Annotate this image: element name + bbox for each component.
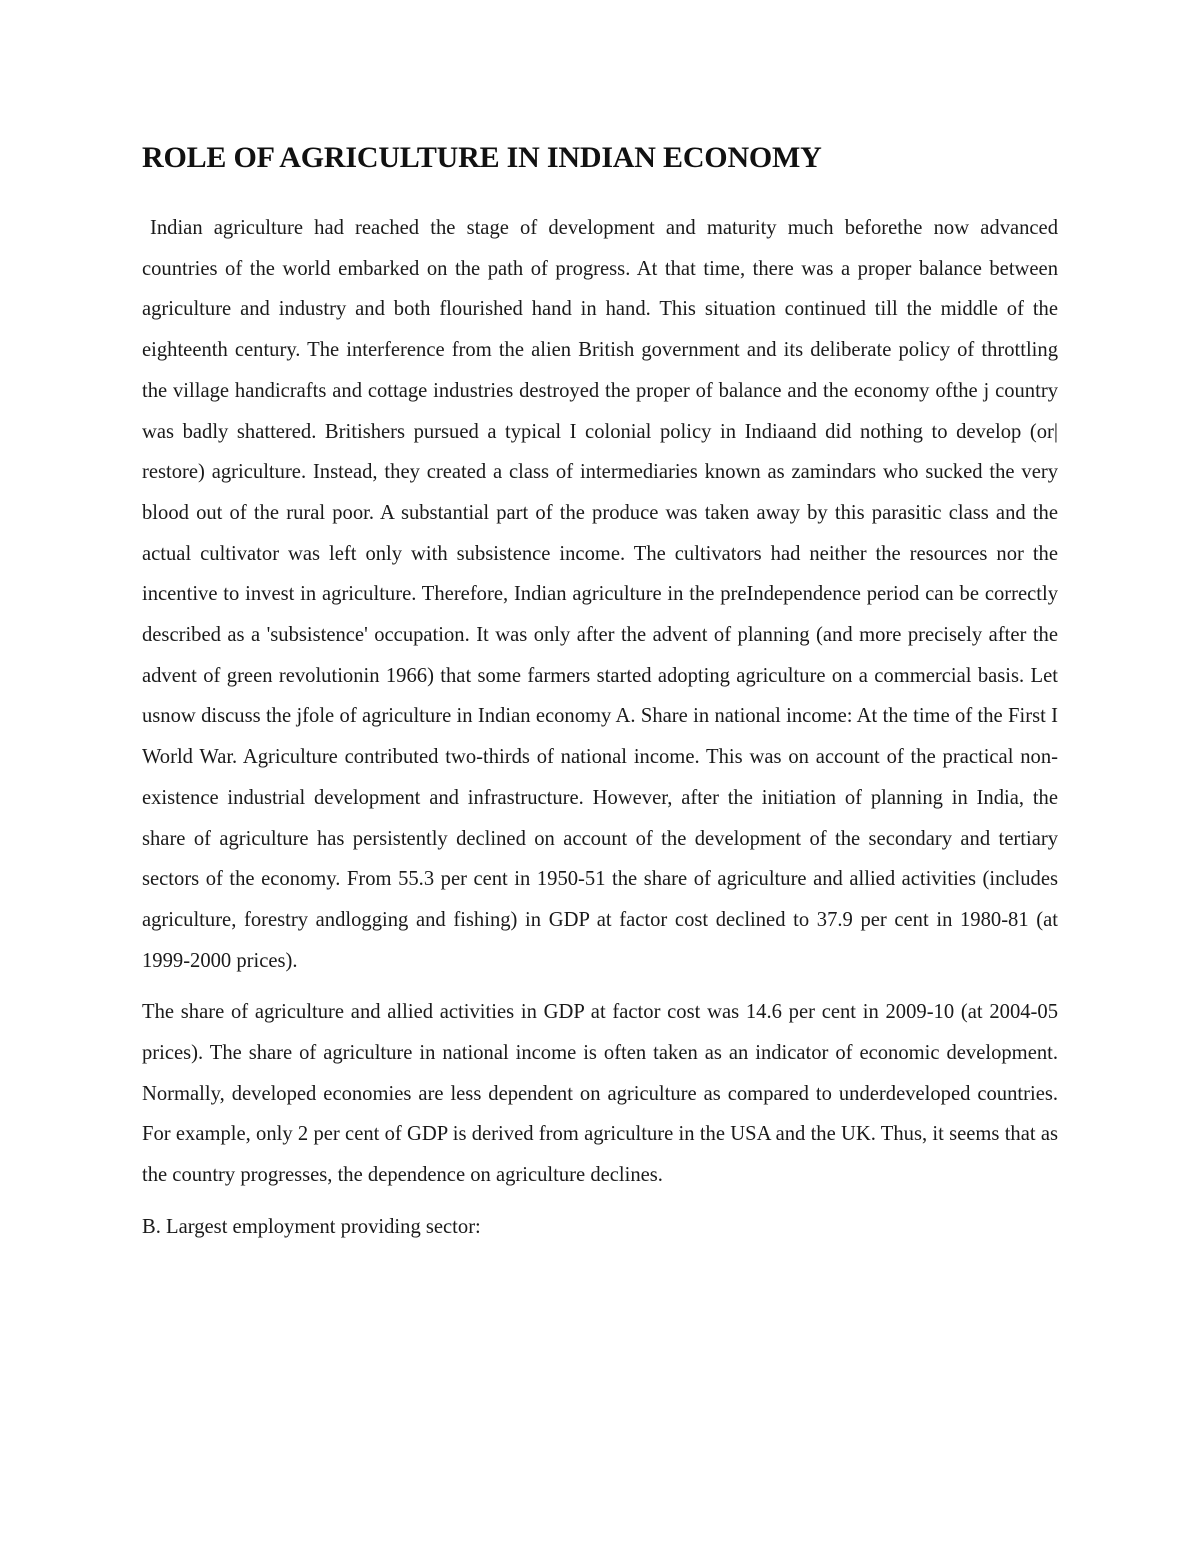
- document-title: ROLE OF AGRICULTURE IN INDIAN ECONOMY: [142, 141, 822, 174]
- paragraph-gdp-share: The share of agriculture and allied activities in GDP at factor cost was 14.6 per cent in 2009-10 (at 2004-05 prices). The share of agriculture in national income is often taken as an indicator of economic development. Normally, developed economies are less dependent on agriculture as compared to underdeveloped countries. For example, only 2 per cent of GDP is derived from agriculture in the USA and the UK. Thus, it seems that as the country progresses, the dependence on agriculture declines.: [142, 1001, 1058, 1187]
- document-body: [142, 138, 1058, 1248]
- section-heading-employment: B. Largest employment providing sector:: [142, 1215, 481, 1238]
- paragraph-intro: Indian agriculture had reached the stage of development and maturity much beforethe now advanced countries of the world embarked on the path of progress. At that time, there was a proper balance between agriculture and industry and both flourished hand in hand. This situation continued till the middle of the eighteenth century. The interference from the alien British government and its deliberate policy of throttling the village handicrafts and cottage industries destroyed the proper of balance and the economy ofthe j country was badly shattered. Britishers pursued a typical I colonial policy in Indiaand did nothing to develop (or| restore) agriculture. Instead, they created a class of intermediaries known as zamindars who sucked the very blood out of the rural poor. A substantial part of the produce was taken away by this parasitic class and the actual cultivator was left only with subsistence income. The cultivators had neither the resources nor the incentive to invest in agriculture. Therefore, Indian agriculture in the preIndependence period can be correctly described as a 'subsistence' occupation. It was only after the advent of planning (and more precisely after the advent of green revolutionin 1966) that some farmers started adopting agriculture on a commercial basis. Let usnow discuss the jfole of agriculture in Indian economy A. Share in national income: At the time of the First I World War. Agriculture contributed two-thirds of national income. This was on account of the practical non-existence industrial development and infrastructure. However, after the initiation of planning in India, the share of agriculture has persistently declined on account of the development of the secondary and tertiary sectors of the economy. From 55.3 per cent in 1950-51 the share of agriculture and allied activities (includes agriculture, forestry andlogging and fishing) in GDP at factor cost declined to 37.9 per cent in 1980-81 (at 1999-2000 prices).: [142, 217, 1058, 972]
